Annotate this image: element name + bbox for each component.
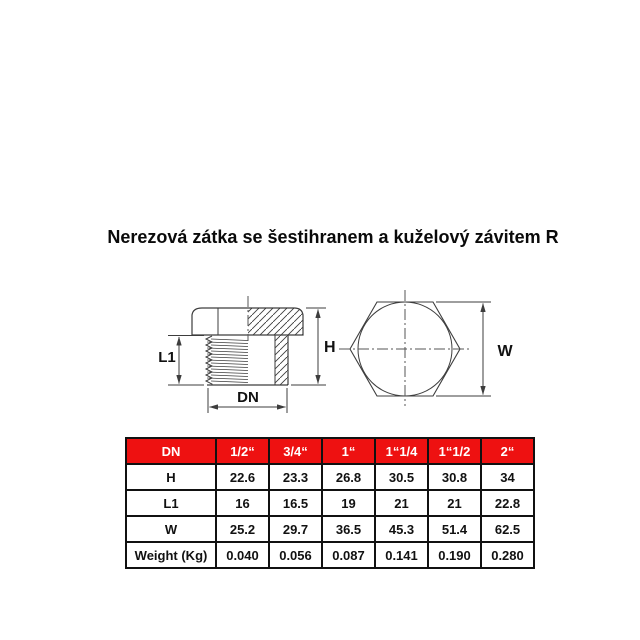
value-cell: 0.087 (322, 542, 375, 568)
value-cell: 19 (322, 490, 375, 516)
value-cell: 16.5 (269, 490, 322, 516)
side-section-view (192, 296, 303, 385)
row-label-cell: Weight (Kg) (126, 542, 216, 568)
header-cell-dn: DN (126, 438, 216, 464)
table-row-h (126, 464, 534, 490)
dimension-table (125, 437, 535, 569)
value-cell: 0.141 (375, 542, 428, 568)
value-cell: 62.5 (481, 516, 534, 542)
table-row-l1 (126, 490, 534, 516)
value-cell: 16 (216, 490, 269, 516)
value-cell: 34 (481, 464, 534, 490)
header-cell-size-2: 3/4“ (269, 438, 322, 464)
value-cell: 36.5 (322, 516, 375, 542)
value-cell: 30.5 (375, 464, 428, 490)
value-cell: 45.3 (375, 516, 428, 542)
value-cell: 0.056 (269, 542, 322, 568)
head-section-hatch (248, 308, 303, 335)
value-cell: 21 (428, 490, 481, 516)
value-cell: 25.2 (216, 516, 269, 542)
w-dimension-label: W (497, 343, 513, 360)
value-cell: 21 (375, 490, 428, 516)
table-row-w (126, 516, 534, 542)
header-cell-size-5: 1“1/2 (428, 438, 481, 464)
value-cell: 0.040 (216, 542, 269, 568)
wall-section-hatch (275, 335, 288, 385)
table-header-row (126, 438, 534, 464)
l1-dimension-label: L1 (158, 349, 176, 366)
header-cell-size-1: 1/2“ (216, 438, 269, 464)
value-cell: 0.280 (481, 542, 534, 568)
header-cell-size-6: 2“ (481, 438, 534, 464)
row-label-cell: L1 (126, 490, 216, 516)
row-label-cell: W (126, 516, 216, 542)
value-cell: 51.4 (428, 516, 481, 542)
value-cell: 26.8 (322, 464, 375, 490)
dn-dimension-label: DN (237, 389, 259, 406)
header-cell-size-4: 1“1/4 (375, 438, 428, 464)
value-cell: 29.7 (269, 516, 322, 542)
header-cell-size-3: 1“ (322, 438, 375, 464)
row-label-cell: H (126, 464, 216, 490)
value-cell: 23.3 (269, 464, 322, 490)
table-row-weight (126, 542, 534, 568)
hex-front-view (339, 290, 491, 406)
value-cell: 22.6 (216, 464, 269, 490)
value-cell: 30.8 (428, 464, 481, 490)
h-dimension-label: H (324, 339, 336, 356)
value-cell: 0.190 (428, 542, 481, 568)
value-cell: 22.8 (481, 490, 534, 516)
thread-lines (207, 339, 248, 383)
page-title: Nerezová zátka se šestihranem a kuželový závitem R (107, 227, 559, 247)
